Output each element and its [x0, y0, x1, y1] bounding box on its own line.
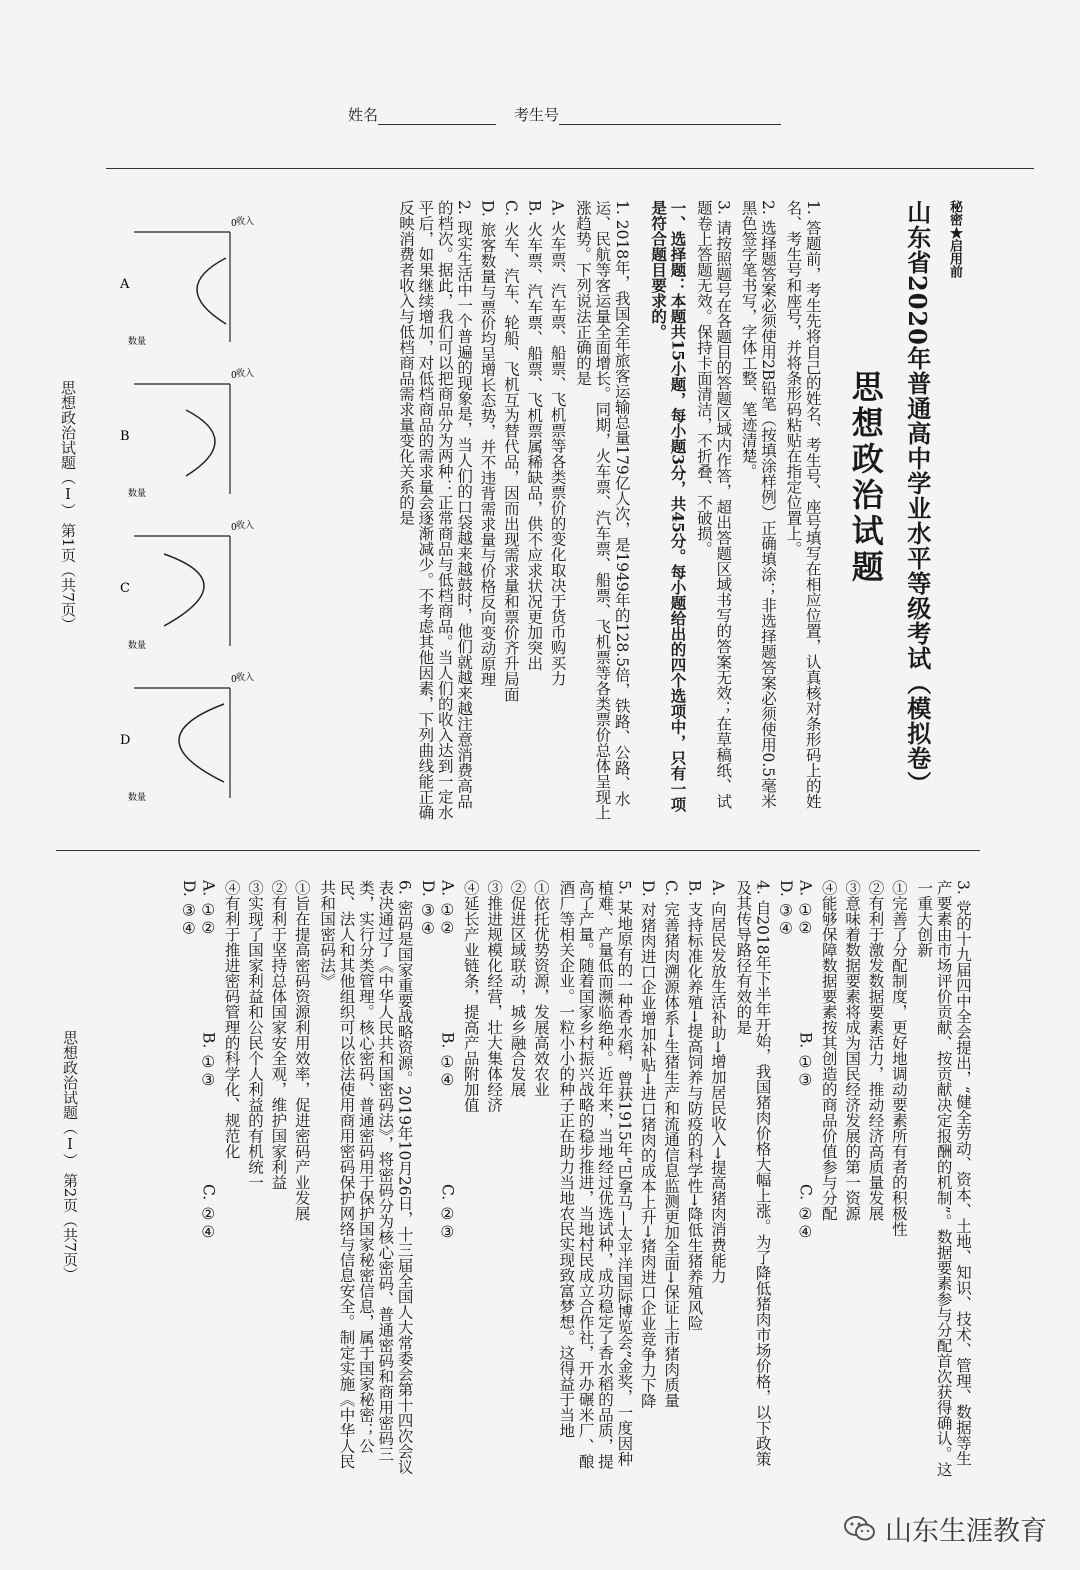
question-5-option-a: A. ①②	[438, 880, 457, 938]
page-two	[175, 880, 973, 1480]
graph-d-label: D	[120, 733, 131, 748]
graph-a-origin: 0	[231, 219, 237, 229]
wechat-icon	[843, 1515, 877, 1543]
name-field	[348, 104, 496, 125]
question-5-option-c: C. ②③	[438, 1184, 457, 1242]
question-6-item-3: ③实现了国家利益和公民个人利益的有机统一	[246, 880, 264, 1190]
question-5-item-3: ③推进规模化经营，壮大集体经济	[485, 880, 504, 1113]
question-1-option-a: A. 火车票、汽车票、船票、飞机票等各类票价的变化取决于货币购买力	[548, 200, 567, 687]
page-divider	[56, 850, 980, 851]
graph-d	[120, 671, 254, 803]
question-3-option-b: B. ①③	[796, 1032, 815, 1090]
graph-b	[120, 367, 254, 499]
graph-d-axis-x: 数量	[128, 793, 147, 803]
question-3-option-c: C. ②④	[796, 1184, 815, 1242]
instruction-2: 2. 选择题答案必须使用2B铅笔（按填涂样例）正确填涂；非选择题答案必须使用0.5毫米黑色签字笔书写，字体工整、笔迹清楚。	[739, 200, 777, 809]
secret-label: 秘密★启用前	[947, 200, 962, 278]
question-5-item-1: ①依托优势资源，发展高效农业	[531, 880, 550, 1097]
name-blank	[378, 110, 496, 125]
graph-c-origin: 0	[231, 523, 237, 533]
instruction-1: 1. 答题前，考生先将自己的姓名、考生号、座号填写在相应位置，认真核对条形码上的姓名、考生号和座号，并将条形码粘贴在指定位置上。	[784, 200, 822, 809]
question-4-option-d: D. 对猪肉进口企业增加补贴→进口猪肉的成本上升→猪肉进口企业竞争力下降	[638, 880, 657, 1409]
question-6-stem: 6. 密码是国家重要战略资源。2019年10月26日，十三届全国人大常委会第十四次会议表决通过了《中华人民共和国密码法》，将密码分为核心密码、普通密码和商用密码三类，实行分类管理。核心密码、普通密码用于保护国家秘密信息，属于国家秘密；公民、法人和其他组织可以依法使用商用密码保护网络与信息安全。制定实施《中华人民共和国密码法》	[318, 880, 414, 1475]
question-4-option-a: A. 向居民发放生活补助→增加居民收入→提高猪肉消费能力	[708, 880, 727, 1284]
question-1-option-c: C. 火车、汽车、轮船、飞机互为替代品，因而出现需求量和票价齐升局面	[501, 200, 520, 702]
graph-a	[119, 215, 254, 347]
exam-title: 山东省2020年普通高中学业水平等级考试（模拟卷）	[902, 200, 932, 796]
graph-c-axis-y: 收入	[236, 521, 255, 531]
instruction-3: 3. 请按照题号在各题目的答题区域内作答，超出答题区域书写的答案无效；在草稿纸、试题卷上答题无效。保持卡面清洁，不折叠、不破损。	[694, 200, 733, 809]
graph-d-axis-y: 收入	[236, 673, 255, 683]
question-3-item-3: ③意味着数据要素将成为国民经济发展的第一资源	[843, 880, 862, 1221]
question-3-option-a: A. ①②	[796, 880, 815, 938]
graph-c	[120, 519, 254, 651]
exam-number-label: 考生号	[514, 106, 560, 124]
question-1-stem: 1. 2018年，我国全年旅客运输总量179亿人次，是1949年的128.5倍，铁路、公路、水运、民航等客运量全面增长。同期，火车票、汽车票、船票、飞机票等各类票价总体呈现上涨趋势。下列说法正确的是	[574, 200, 631, 820]
question-3-item-4: ④能够保障数据要素按其创造的商品价值参与分配	[819, 880, 838, 1221]
question-1-option-d: D. 旅客数量与票价均呈增长态势，并不违背需求量与价格反向变动原理	[478, 200, 497, 687]
graph-b-origin: 0	[231, 371, 237, 381]
page-one-footer: 思想政治试题（Ⅰ） 第1页（共7页）	[59, 380, 77, 632]
exam-number-field	[514, 104, 781, 125]
header-divider	[106, 168, 1034, 169]
graph-b-axis-y: 收入	[236, 369, 255, 379]
question-3-item-1: ①完善了分配制度，更好地调动要素所有者的积极性	[889, 880, 908, 1237]
question-6-option-a: A. ①②	[199, 880, 218, 938]
question-5-options	[418, 880, 457, 1480]
watermark-text: 山东生涯教育	[885, 1516, 1047, 1547]
watermark	[843, 1509, 1047, 1548]
question-5-option-d: D. ③④	[419, 880, 437, 938]
graph-a-axis-y: 收入	[236, 217, 255, 227]
question-6-item-4: ④有利于推进密码管理的科学化、规范化	[222, 880, 241, 1159]
question-4-option-b: B. 支持标准化养殖→提高饲养与防疫的科学性→降低生猪养殖风险	[685, 880, 704, 1331]
question-4-option-c: C. 完善猪肉溯源体系→生猪生产和流通信息监测更加全面→保证上市猪肉质量	[662, 880, 681, 1408]
question-3-options	[776, 880, 815, 1480]
page-one	[390, 200, 962, 822]
question-6-option-d: D. ③④	[179, 880, 198, 938]
graph-b-axis-x: 数量	[128, 489, 147, 499]
page-two-footer: 思想政治试题（Ⅰ） 第2页（共7页）	[61, 1030, 79, 1282]
graph-d-origin: 0	[231, 675, 237, 685]
question-5-item-4: ④延长产业链条，提高产品附加值	[461, 880, 480, 1113]
graph-b-label: B	[120, 429, 130, 444]
question-2-stem: 2. 现实生活中一个普遍的现象是，当人们的口袋越来越鼓时，他们就越来越注意消费高品的档次。据此，我们可以把商品分为两种：正常商品与低档商品。当人们的收入达到一定水平后，如果继续增加，对低档商品的需求量会逐渐减少。不考虑其他因素，下列曲线能正确反映消费者收入与低档商品需求量变化关系的是	[397, 200, 474, 820]
question-6-option-b: B. ①③	[199, 1032, 218, 1090]
question-6-option-c: C. ②④	[199, 1184, 218, 1242]
question-3-option-d: D. ③④	[777, 880, 795, 938]
section-heading: 一、选择题：本题共15小题，每小题3分，共45分。每小题给出的四个选项中，只有一项是符合题目要求的。	[649, 200, 688, 812]
name-label: 姓名	[348, 106, 379, 124]
exam-number-blank	[559, 110, 781, 125]
question-4-stem: 4. 自2018年下半年开始，我国猪肉价格大幅上涨。为了降低猪肉市场价格，以下政策及其传导路径有效的是	[734, 880, 772, 1467]
question-3-item-2: ②有利于激发数据要素活力，推动经济高质量发展	[866, 880, 885, 1221]
question-5-option-b: B. ①④	[438, 1032, 457, 1090]
question-6-item-1: ①旨在提高密码资源利用效率，促进密码产业发展	[292, 880, 311, 1221]
graph-c-axis-x: 数量	[128, 641, 147, 651]
graph-c-label: C	[120, 581, 130, 596]
question-5-item-2: ②促进区域联动，城乡融合发展	[508, 880, 527, 1097]
graph-a-axis-x: 数量	[128, 337, 147, 347]
question-6-options	[179, 880, 218, 1480]
question-5-stem: 5. 某地原有的一种香水稻，曾获1915年“巴拿马—太平洋国际博览会”金奖，一度因种植难、产量低而濒临绝种。近年来，当地经过优选试种，成功稳定了香水稻的品质，提高了产量。随着国家乡村振兴战略的稳步推进，当地村民成立合作社，开办碾米厂、酿酒厂等相关企业。一粒小小的种子正在助力当地农民实现致富梦想。这得益于当地	[557, 880, 634, 1469]
question-2-graph-panel	[94, 212, 259, 812]
question-6-item-2: ②有利于坚持总体国家安全观，维护国家利益	[269, 880, 288, 1190]
subject-title: 思想政治试题	[846, 370, 885, 586]
graph-a-label: A	[120, 277, 130, 292]
question-1-option-b: B. 火车票、汽车票、船票、飞机票属稀缺品，供不应求状况更加突出	[525, 200, 544, 671]
question-3-stem: 3. 党的十九届四中全会提出，“健全劳动、资本、土地、知识、技术、管理、数据等生产要素由市场评价贡献、按贡献决定报酬的机制”。数据要素参与分配首次获得确认。这一重大创新	[915, 880, 972, 1477]
